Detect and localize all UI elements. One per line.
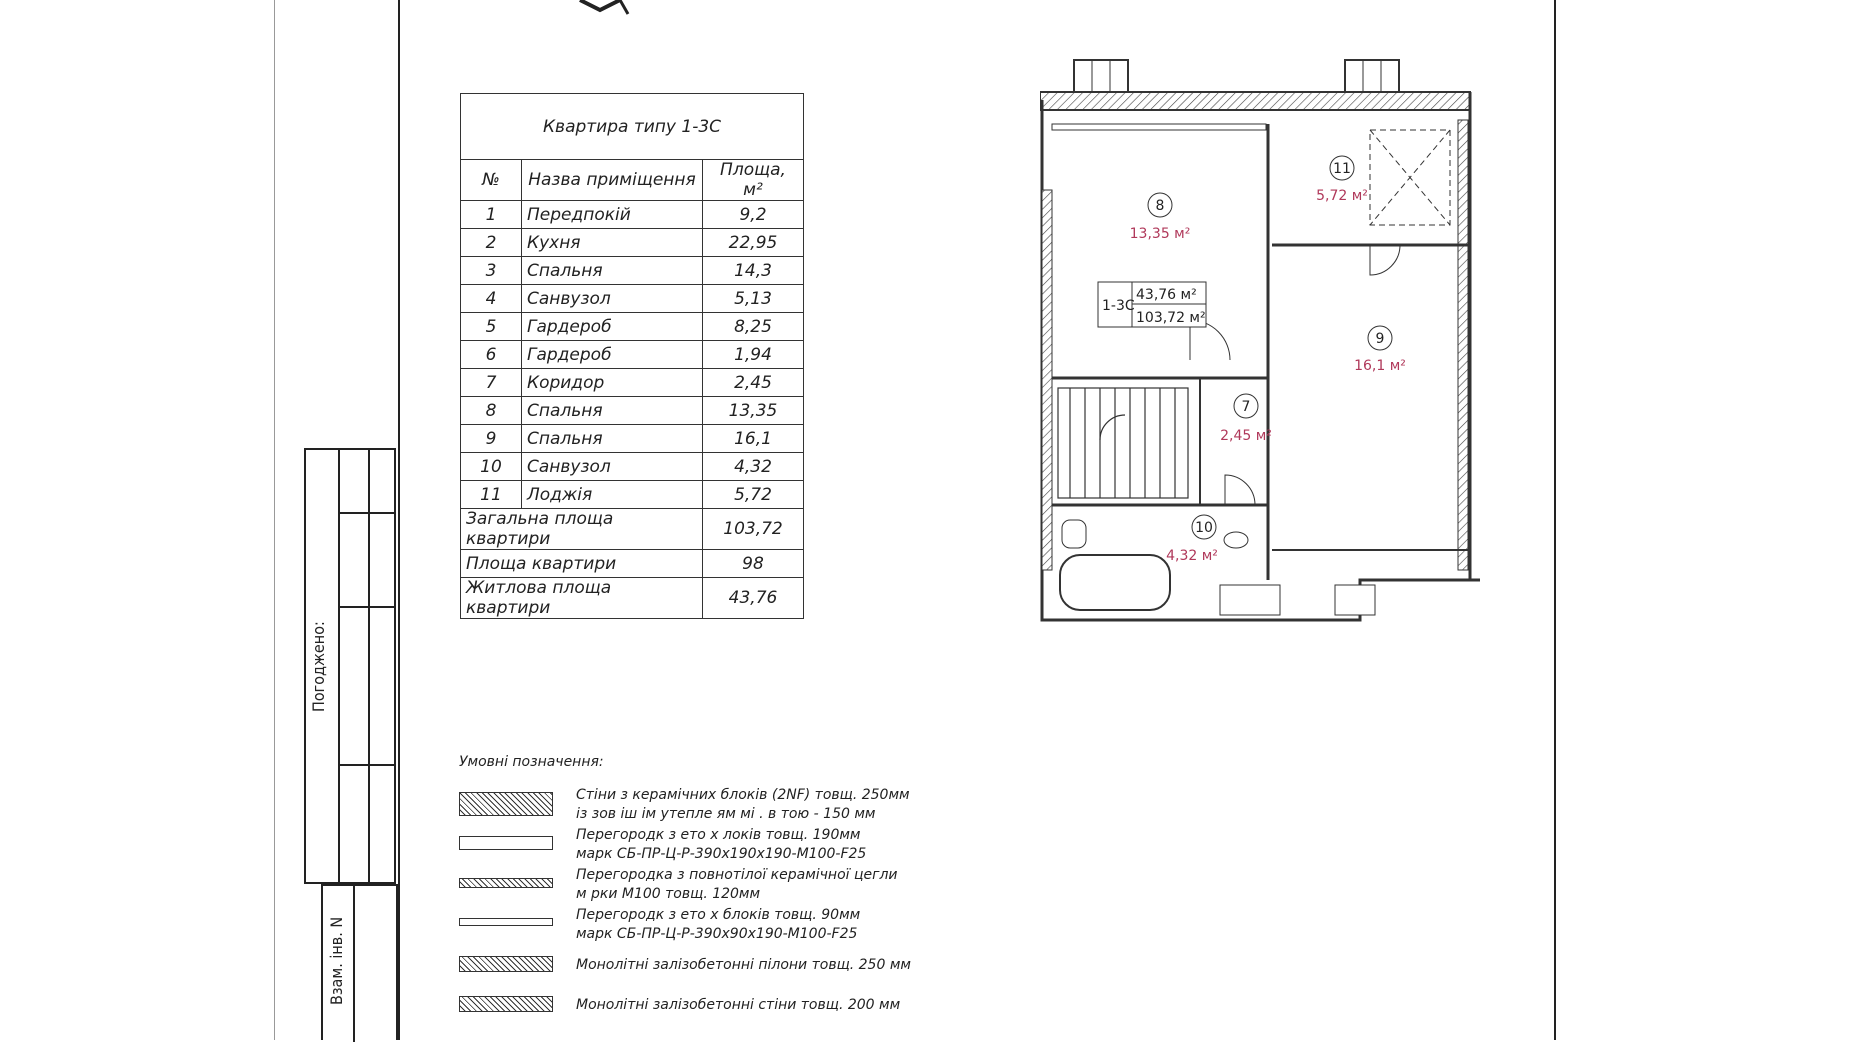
table-row: 9 Спальня 16,1 [461,425,804,453]
top-corner-fragment [560,0,650,20]
room-9-number: 9 [1375,331,1385,347]
table-row: 8 Спальня 13,35 [461,397,804,425]
table-header-row [461,160,804,201]
frame-right-line [1554,0,1556,1040]
legend-symbol-ceramic-wall [459,792,553,816]
table-row: 5 Гардероб 8,25 [461,313,804,341]
table-row: 10 Санвузол 4,32 [461,453,804,481]
frame-left-outer-line [274,0,275,1040]
header-room-name: Назва приміщення [522,160,703,201]
room-7-number: 7 [1241,399,1251,415]
legend-symbol-brick-partition [459,878,553,888]
room-11-area: 5,72 м² [1316,188,1368,204]
table-row: 1 Передпокій 9,2 [461,201,804,229]
inventory-label: Взам. інв. N [327,916,346,1005]
room-10-number: 10 [1195,520,1213,536]
room-9-area: 16,1 м² [1354,358,1406,374]
agreed-label: Погоджено: [309,621,328,712]
room-schedule-table [460,93,804,619]
apartment-area-row: Площа квартири 98 [461,550,804,578]
table-row: 2 Кухня 22,95 [461,229,804,257]
apartment-living-area: 43,76 м² [1136,287,1197,303]
table-row: 3 Спальня 14,3 [461,257,804,285]
table-row: 7 Коридор 2,45 [461,369,804,397]
table-row: 6 Гардероб 1,94 [461,341,804,369]
room-7-area: 2,45 м² [1220,428,1272,444]
total-area-row: Загальна площа квартири 103,72 [461,509,804,550]
legend-symbol-pylons [459,956,553,972]
table-row: 4 Санвузол 5,13 [461,285,804,313]
apartment-total-area: 103,72 м² [1136,310,1206,326]
living-area-row: Житлова площа квартири 43,76 [461,578,804,619]
frame-left-line [398,0,400,1040]
legend-symbol-concrete-partition-190 [459,836,553,850]
room-11-number: 11 [1333,161,1351,177]
header-number: № [461,160,522,201]
room-8-area: 13,35 м² [1129,226,1191,242]
legend-title: Умовні позначення: [459,754,604,770]
room-10-area: 4,32 м² [1166,548,1218,564]
room-8-number: 8 [1155,198,1165,214]
header-area: Площа, м² [703,160,804,201]
floor-plan [1040,50,1500,630]
table-row: 11 Лоджія 5,72 [461,481,804,509]
legend-symbol-concrete-partition-90 [459,918,553,926]
apartment-code: 1-3С [1102,298,1135,314]
legend-symbol-concrete-walls [459,996,553,1012]
table-title: Квартира типу 1-3С [461,94,804,160]
